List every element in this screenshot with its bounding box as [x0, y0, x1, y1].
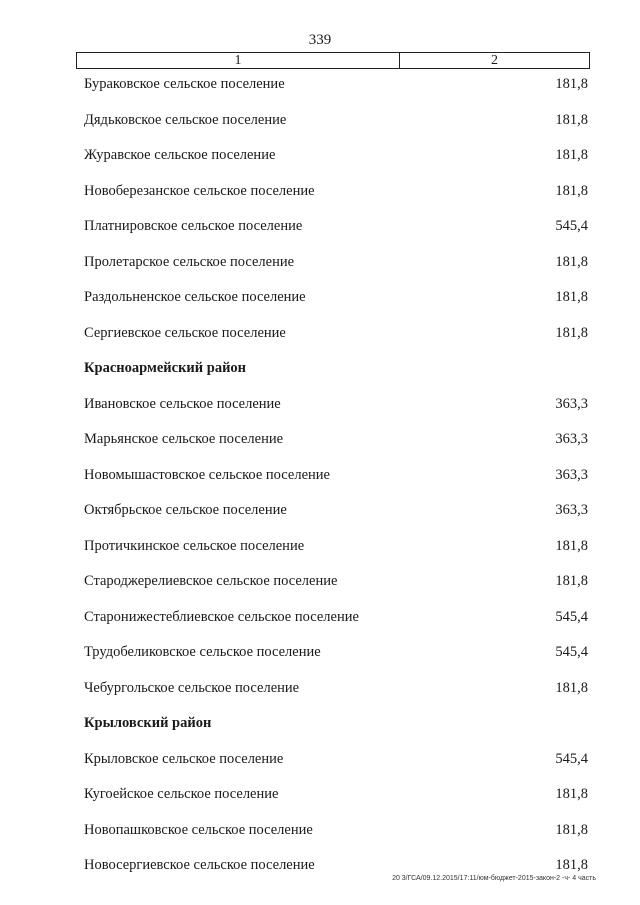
- column-header-2: 2: [491, 53, 498, 68]
- settlement-name: Новосергиевское сельское поселение: [84, 857, 315, 874]
- table-row: [0, 742, 640, 778]
- district-heading: [0, 706, 640, 742]
- settlement-name: Трудобеликовское сельское поселение: [84, 644, 321, 661]
- table-row: [0, 777, 640, 813]
- amount-value: 545,4: [555, 608, 588, 625]
- settlement-name: Марьянское сельское поселение: [84, 431, 284, 448]
- table-row: [0, 280, 640, 316]
- settlement-name: Раздольненское сельское поселение: [84, 289, 306, 306]
- settlement-name: Чебургольское сельское поселение: [84, 679, 300, 696]
- district-heading: [0, 351, 640, 387]
- settlement-name: Октябрьское сельское поселение: [84, 502, 287, 519]
- table-row: [0, 458, 640, 494]
- table-row: [0, 813, 640, 849]
- amount-value: 545,4: [555, 644, 588, 661]
- settlement-name: Протичкинское сельское поселение: [84, 537, 305, 554]
- table-row: [0, 422, 640, 458]
- amount-value: 181,8: [555, 182, 588, 199]
- amount-value: 181,8: [555, 289, 588, 306]
- settlement-name: Крыловское сельское поселение: [84, 750, 284, 767]
- amount-value: 363,3: [555, 431, 588, 448]
- amount-value: 363,3: [555, 466, 588, 483]
- table-row: [0, 635, 640, 671]
- amount-value: 545,4: [555, 218, 588, 235]
- settlement-name: Платнировское сельское поселение: [84, 218, 303, 235]
- amount-value: 181,8: [555, 573, 588, 590]
- table-row: [0, 316, 640, 352]
- settlement-name: Новоберезанское сельское поселение: [84, 182, 315, 199]
- table-row: [0, 174, 640, 210]
- district-name: Крыловский район: [84, 715, 212, 732]
- amount-value: 181,8: [555, 111, 588, 128]
- column-header-1: 1: [77, 53, 400, 68]
- table-row: [0, 671, 640, 707]
- settlement-name: Новопашковское сельское поселение: [84, 821, 313, 838]
- amount-value: 363,3: [555, 395, 588, 412]
- amount-value: 181,8: [555, 253, 588, 270]
- settlement-name: Дядьковское сельское поселение: [84, 111, 287, 128]
- settlement-name: Староджерелиевское сельское поселение: [84, 573, 338, 590]
- amount-value: 181,8: [555, 679, 588, 696]
- settlement-name: Пролетарское сельское поселение: [84, 253, 295, 270]
- table-row: [0, 138, 640, 174]
- settlement-name: Старонижестеблиевское сельское поселение: [84, 608, 359, 625]
- amount-value: 181,8: [555, 821, 588, 838]
- table-row: [0, 529, 640, 565]
- amount-value: 181,8: [555, 857, 588, 874]
- settlement-name: Журавское сельское поселение: [84, 147, 276, 164]
- amount-value: 181,8: [555, 147, 588, 164]
- settlement-name: Новомышастовское сельское поселение: [84, 466, 330, 483]
- amount-value: 181,8: [555, 76, 588, 93]
- settlement-name: Сергиевское сельское поселение: [84, 324, 286, 341]
- amount-value: 363,3: [555, 502, 588, 519]
- table-row: [0, 67, 640, 103]
- table-row: [0, 103, 640, 139]
- table-row: [0, 600, 640, 636]
- table-row: [0, 209, 640, 245]
- table-row: [0, 564, 640, 600]
- table-row: [0, 387, 640, 423]
- footer-document-id: 20 3/ГСА/09.12.2015/17:11/юм-бюджет-2015-закон-2 -ч- 4 часть: [392, 875, 596, 882]
- settlement-name: Кугоейское сельское поселение: [84, 786, 279, 803]
- district-name: Красноармейский район: [84, 360, 247, 377]
- page-number: 339: [308, 32, 332, 48]
- settlement-name: Ивановское сельское поселение: [84, 395, 281, 412]
- amount-value: 181,8: [555, 324, 588, 341]
- amount-value: 181,8: [555, 537, 588, 554]
- settlement-name: Бураковское сельское поселение: [84, 76, 285, 93]
- table-body: [0, 67, 640, 884]
- amount-value: 181,8: [555, 786, 588, 803]
- amount-value: 545,4: [555, 750, 588, 767]
- table-row: [0, 245, 640, 281]
- table-row: [0, 493, 640, 529]
